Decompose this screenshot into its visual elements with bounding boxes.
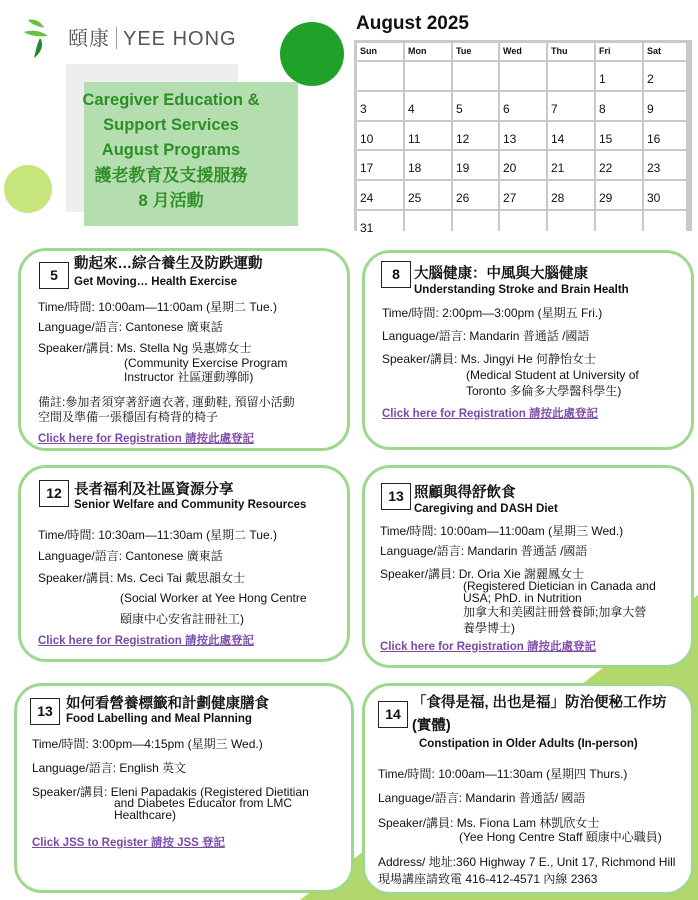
calendar-day-cell: 12 xyxy=(453,122,498,149)
event-day-badge: 13 xyxy=(381,483,411,510)
event-speaker: Speaker/講員: Ms. Fiona Lam 林凱欣女士 xyxy=(378,816,600,830)
speaker-detail: Toronto 多倫多大學醫科學生) xyxy=(466,384,622,398)
event-title-cn: 如何看營養標籤和計劃健康膳食 xyxy=(66,696,269,712)
event-day-badge: 14 xyxy=(378,701,408,728)
calendar-day-cell: 2 xyxy=(644,62,686,90)
calendar-day-cell xyxy=(453,211,498,235)
calendar-day-cell xyxy=(453,62,498,90)
speaker-detail: (Community Exercise Program xyxy=(124,356,288,370)
calendar-day-cell xyxy=(500,62,546,90)
calendar-day-cell: 17 xyxy=(357,151,403,179)
event-language: Language/語言: Mandarin 普通話 /國語 xyxy=(380,544,588,558)
calendar-day-cell: 27 xyxy=(500,181,546,209)
event-title-en: Understanding Stroke and Brain Health xyxy=(414,284,629,296)
calendar-weekday-header: Thu xyxy=(548,43,594,60)
event-time: Time/時間: 2:00pm—3:00pm (星期五 Fri.) xyxy=(382,306,603,320)
calendar-day-cell: 25 xyxy=(405,181,451,209)
speaker-detail: (Medical Student at University of xyxy=(466,368,639,382)
calendar-day-cell: 28 xyxy=(548,181,594,209)
calendar-day-cell: 8 xyxy=(596,92,642,120)
event-time: Time/時間: 10:00am—11:00am (星期二 Tue.) xyxy=(38,300,277,314)
calendar-day-cell xyxy=(548,62,594,90)
calendar-weekday-header: Tue xyxy=(453,43,498,60)
event-day-badge: 5 xyxy=(39,262,69,289)
event-title-en: Caregiving and DASH Diet xyxy=(414,503,558,515)
event-title-cn: 「食得是福, 出也是福」防治便秘工作坊 xyxy=(412,695,667,711)
calendar-day-cell: 6 xyxy=(500,92,546,120)
calendar-day-cell xyxy=(644,211,686,235)
title-line: Support Services xyxy=(103,116,239,134)
speaker-detail: Healthcare) xyxy=(114,808,177,822)
event-title-cn: 長者福利及社區資源分享 xyxy=(74,482,234,498)
title-line: 護老教育及支援服務 xyxy=(94,166,248,185)
title-line: August Programs xyxy=(101,141,241,159)
speaker-detail: USA; PhD. in Nutrition xyxy=(463,591,582,605)
event-time: Time/時間: 10:30am—11:30am (星期二 Tue.) xyxy=(38,528,277,542)
event-speaker: Speaker/講員: Eleni Papadakis (Registered Dietitian xyxy=(32,785,309,799)
calendar-day-cell: 1 xyxy=(596,62,642,90)
title-line: Caregiver Education & xyxy=(82,91,260,109)
title-line: 8 月活動 xyxy=(138,191,204,210)
event-title-cn-line2: (實體) xyxy=(412,718,451,734)
speaker-detail: and Diabetes Educator from LMC xyxy=(114,796,293,810)
calendar-day-cell xyxy=(596,211,642,235)
yee-hong-logo-icon xyxy=(22,16,58,60)
event-day-badge: 12 xyxy=(39,480,69,507)
event-language: Language/語言: Cantonese 廣東話 xyxy=(38,549,223,563)
event-language: Language/語言: Mandarin 普通話/ 國語 xyxy=(378,791,586,805)
event-speaker: Speaker/講員: Dr. Oria Xie 謝麗鳳女士 xyxy=(380,567,585,581)
logo-chinese: 頤康 xyxy=(68,28,110,50)
event-title-en: Constipation in Older Adults (In-person) xyxy=(419,738,638,750)
logo-english: YEE HONG xyxy=(123,28,237,50)
event-title-cn: 照顧與得舒飲食 xyxy=(414,485,516,501)
event-time: Time/時間: 10:00am—11:00am (星期三 Wed.) xyxy=(380,524,624,538)
calendar-day-cell: 16 xyxy=(644,122,686,149)
event-note: 空間及準備一張穩固有椅背的椅子 xyxy=(38,410,219,424)
logo-wordmark xyxy=(68,22,237,51)
calendar-day-cell: 15 xyxy=(596,122,642,149)
speaker-detail: (Registered Dietician in Canada and xyxy=(463,579,656,593)
event-day-badge: 13 xyxy=(30,698,60,725)
event-address: Address/ 地址:360 Highway 7 E., Unit 17, Richmond Hill xyxy=(378,855,676,869)
speaker-detail: 頤康中心安省註冊社工) xyxy=(120,612,244,626)
calendar-grid xyxy=(357,43,686,235)
calendar-day-cell: 20 xyxy=(500,151,546,179)
event-speaker: Speaker/講員: Ms. Jingyi He 何静怡女士 xyxy=(382,352,597,366)
calendar-day-cell: 18 xyxy=(405,151,451,179)
event-title-cn: 大腦健康：中風與大腦健康 xyxy=(414,266,588,282)
calendar-day-cell: 3 xyxy=(357,92,403,120)
calendar-day-cell: 14 xyxy=(548,122,594,149)
event-speaker: Speaker/講員: Ms. Stella Ng 吳惠嫦女士 xyxy=(38,341,252,355)
event-language: Language/語言: Mandarin 普通話 /國語 xyxy=(382,329,590,343)
registration-link[interactable]: Click here for Registration 請按此處登記 xyxy=(38,433,254,445)
event-title-en: Get Moving… Health Exercise xyxy=(74,276,237,288)
event-day-badge: 8 xyxy=(381,261,411,288)
calendar-day-cell xyxy=(500,211,546,235)
calendar-day-cell: 24 xyxy=(357,181,403,209)
calendar-day-cell: 10 xyxy=(357,122,403,149)
calendar-day-cell: 11 xyxy=(405,122,451,149)
page-title xyxy=(66,88,276,213)
registration-link[interactable]: Click JSS to Register 請按 JSS 登記 xyxy=(32,837,226,849)
calendar-weekday-header: Wed xyxy=(500,43,546,60)
event-title-en: Food Labelling and Meal Planning xyxy=(66,713,252,725)
speaker-detail: (Social Worker at Yee Hong Centre xyxy=(120,591,307,605)
green-circle-decoration xyxy=(280,22,344,86)
event-title-cn: 動起來…綜合養生及防跌運動 xyxy=(74,256,263,272)
event-address: 現場講座請致電 416-412-4571 內線 2363 xyxy=(378,872,598,886)
event-time: Time/時間: 10:00am—11:30am (星期四 Thurs.) xyxy=(378,767,628,781)
registration-link[interactable]: Click here for Registration 請按此處登記 xyxy=(38,635,254,647)
event-note: 備註:參加者須穿著舒適衣著, 運動鞋, 預留小活動 xyxy=(38,395,295,409)
calendar-day-cell: 22 xyxy=(596,151,642,179)
calendar-day-cell: 23 xyxy=(644,151,686,179)
registration-link[interactable]: Click here for Registration 請按此處登記 xyxy=(382,408,598,420)
calendar-day-cell: 30 xyxy=(644,181,686,209)
calendar-day-cell xyxy=(548,211,594,235)
event-language: Language/語言: English 英文 xyxy=(32,761,187,775)
calendar-day-cell xyxy=(405,211,451,235)
calendar-weekday-header: Mon xyxy=(405,43,451,60)
calendar-weekday-header: Sun xyxy=(357,43,403,60)
event-language: Language/語言: Cantonese 廣東話 xyxy=(38,320,223,334)
speaker-detail: (Yee Hong Centre Staff 頤康中心職員) xyxy=(459,830,662,844)
calendar-day-cell: 7 xyxy=(548,92,594,120)
event-speaker: Speaker/講員: Ms. Ceci Tai 戴思韻女士 xyxy=(38,571,246,585)
calendar xyxy=(354,40,692,235)
calendar-day-cell: 4 xyxy=(405,92,451,120)
calendar-day-cell: 5 xyxy=(453,92,498,120)
calendar-day-cell: 9 xyxy=(644,92,686,120)
calendar-day-cell: 26 xyxy=(453,181,498,209)
calendar-day-cell: 29 xyxy=(596,181,642,209)
event-time: Time/時間: 3:00pm—4:15pm (星期三 Wed.) xyxy=(32,737,263,751)
calendar-day-cell xyxy=(405,62,451,90)
calendar-day-cell: 19 xyxy=(453,151,498,179)
registration-link[interactable]: Click here for Registration 請按此處登記 xyxy=(380,641,596,653)
calendar-weekday-header: Sat xyxy=(644,43,686,60)
calendar-title: August 2025 xyxy=(356,13,469,34)
speaker-detail: 養學博士) xyxy=(463,621,515,635)
calendar-weekday-header: Fri xyxy=(596,43,642,60)
speaker-detail: Instructor 社區運動導師) xyxy=(124,370,254,384)
calendar-day-cell: 21 xyxy=(548,151,594,179)
calendar-day-cell xyxy=(357,62,403,90)
lime-circle-decoration xyxy=(4,165,52,213)
calendar-day-cell: 13 xyxy=(500,122,546,149)
event-title-en: Senior Welfare and Community Resources xyxy=(74,499,307,511)
calendar-day-cell: 31 xyxy=(357,211,403,235)
speaker-detail: 加拿大和美國註冊營養師;加拿大營 xyxy=(463,605,647,619)
